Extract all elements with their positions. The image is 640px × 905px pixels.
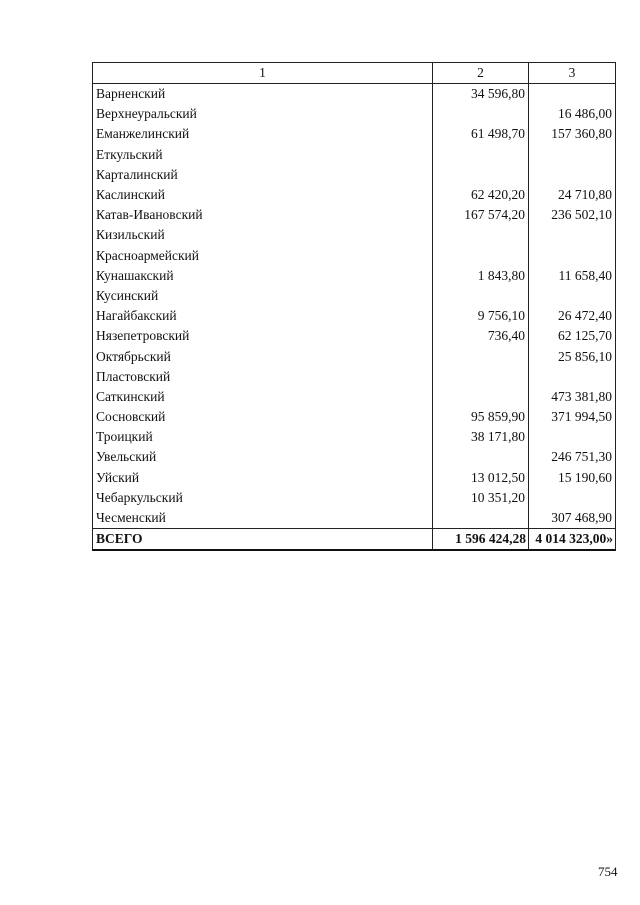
value-col-3: 371 994,50 xyxy=(529,407,616,427)
district-name: Пластовский xyxy=(93,367,433,387)
table-row xyxy=(93,488,616,508)
district-name: Троицкий xyxy=(93,427,433,447)
value-col-3 xyxy=(529,225,616,245)
value-col-2: 95 859,90 xyxy=(433,407,529,427)
value-col-2 xyxy=(433,104,529,124)
header-col-3: 3 xyxy=(529,63,616,84)
table-row xyxy=(93,387,616,407)
value-col-2: 62 420,20 xyxy=(433,185,529,205)
table-body xyxy=(93,84,616,529)
table-row xyxy=(93,185,616,205)
district-name: Кизильский xyxy=(93,225,433,245)
value-col-3: 26 472,40 xyxy=(529,306,616,326)
district-name: Увельский xyxy=(93,447,433,467)
total-label: ВСЕГО xyxy=(93,529,433,551)
value-col-3: 11 658,40 xyxy=(529,266,616,286)
header-row xyxy=(93,63,616,84)
table-row xyxy=(93,225,616,245)
value-col-3: 62 125,70 xyxy=(529,326,616,346)
header-col-1: 1 xyxy=(93,63,433,84)
table-row xyxy=(93,306,616,326)
value-col-2 xyxy=(433,387,529,407)
value-col-3: 16 486,00 xyxy=(529,104,616,124)
district-name: Катав-Ивановский xyxy=(93,205,433,225)
table-row xyxy=(93,468,616,488)
table-row xyxy=(93,205,616,225)
district-name: Красноармейский xyxy=(93,246,433,266)
value-col-2 xyxy=(433,286,529,306)
district-name: Нагайбакский xyxy=(93,306,433,326)
value-col-2: 38 171,80 xyxy=(433,427,529,447)
table-row xyxy=(93,346,616,366)
value-col-3: 473 381,80 xyxy=(529,387,616,407)
district-name: Уйский xyxy=(93,468,433,488)
value-col-2 xyxy=(433,447,529,467)
table-row xyxy=(93,447,616,467)
value-col-2: 736,40 xyxy=(433,326,529,346)
total-col-2: 1 596 424,28 xyxy=(433,529,529,551)
district-name: Кусинский xyxy=(93,286,433,306)
value-col-2 xyxy=(433,225,529,245)
table-row xyxy=(93,286,616,306)
value-col-2: 167 574,20 xyxy=(433,205,529,225)
total-col-3: 4 014 323,00» xyxy=(529,529,616,551)
district-name: Еманжелинский xyxy=(93,124,433,144)
table-row xyxy=(93,84,616,105)
district-name: Еткульский xyxy=(93,145,433,165)
budget-table xyxy=(92,62,616,551)
district-name: Кунашакский xyxy=(93,266,433,286)
value-col-2 xyxy=(433,145,529,165)
table-row xyxy=(93,407,616,427)
value-col-2 xyxy=(433,367,529,387)
value-col-3: 24 710,80 xyxy=(529,185,616,205)
header-col-2: 2 xyxy=(433,63,529,84)
value-col-3 xyxy=(529,367,616,387)
value-col-3: 15 190,60 xyxy=(529,468,616,488)
value-col-2: 34 596,80 xyxy=(433,84,529,105)
table-row xyxy=(93,427,616,447)
district-name: Октябрьский xyxy=(93,346,433,366)
value-col-2: 9 756,10 xyxy=(433,306,529,326)
value-col-3 xyxy=(529,246,616,266)
table-row xyxy=(93,367,616,387)
table-row xyxy=(93,326,616,346)
total-row xyxy=(93,529,616,551)
district-name: Саткинский xyxy=(93,387,433,407)
value-col-2: 10 351,20 xyxy=(433,488,529,508)
value-col-2 xyxy=(433,508,529,529)
value-col-3: 25 856,10 xyxy=(529,346,616,366)
value-col-3: 246 751,30 xyxy=(529,447,616,467)
table-row xyxy=(93,104,616,124)
value-col-2 xyxy=(433,346,529,366)
value-col-3: 236 502,10 xyxy=(529,205,616,225)
district-name: Сосновский xyxy=(93,407,433,427)
value-col-3 xyxy=(529,286,616,306)
value-col-3 xyxy=(529,427,616,447)
table-row xyxy=(93,266,616,286)
value-col-3: 307 468,90 xyxy=(529,508,616,529)
district-name: Карталинский xyxy=(93,165,433,185)
value-col-2: 13 012,50 xyxy=(433,468,529,488)
table-row xyxy=(93,124,616,144)
value-col-3 xyxy=(529,145,616,165)
value-col-3 xyxy=(529,488,616,508)
table-row xyxy=(93,246,616,266)
district-name: Нязепетровский xyxy=(93,326,433,346)
value-col-3: 157 360,80 xyxy=(529,124,616,144)
district-name: Варненский xyxy=(93,84,433,105)
district-name: Чебаркульский xyxy=(93,488,433,508)
value-col-3 xyxy=(529,165,616,185)
value-col-3 xyxy=(529,84,616,105)
page-number: 754 xyxy=(598,864,618,879)
value-col-2: 1 843,80 xyxy=(433,266,529,286)
table-row xyxy=(93,145,616,165)
table-row xyxy=(93,165,616,185)
value-col-2 xyxy=(433,246,529,266)
district-name: Верхнеуральский xyxy=(93,104,433,124)
district-name: Чесменский xyxy=(93,508,433,529)
table-row xyxy=(93,508,616,529)
district-name: Каслинский xyxy=(93,185,433,205)
value-col-2: 61 498,70 xyxy=(433,124,529,144)
value-col-2 xyxy=(433,165,529,185)
